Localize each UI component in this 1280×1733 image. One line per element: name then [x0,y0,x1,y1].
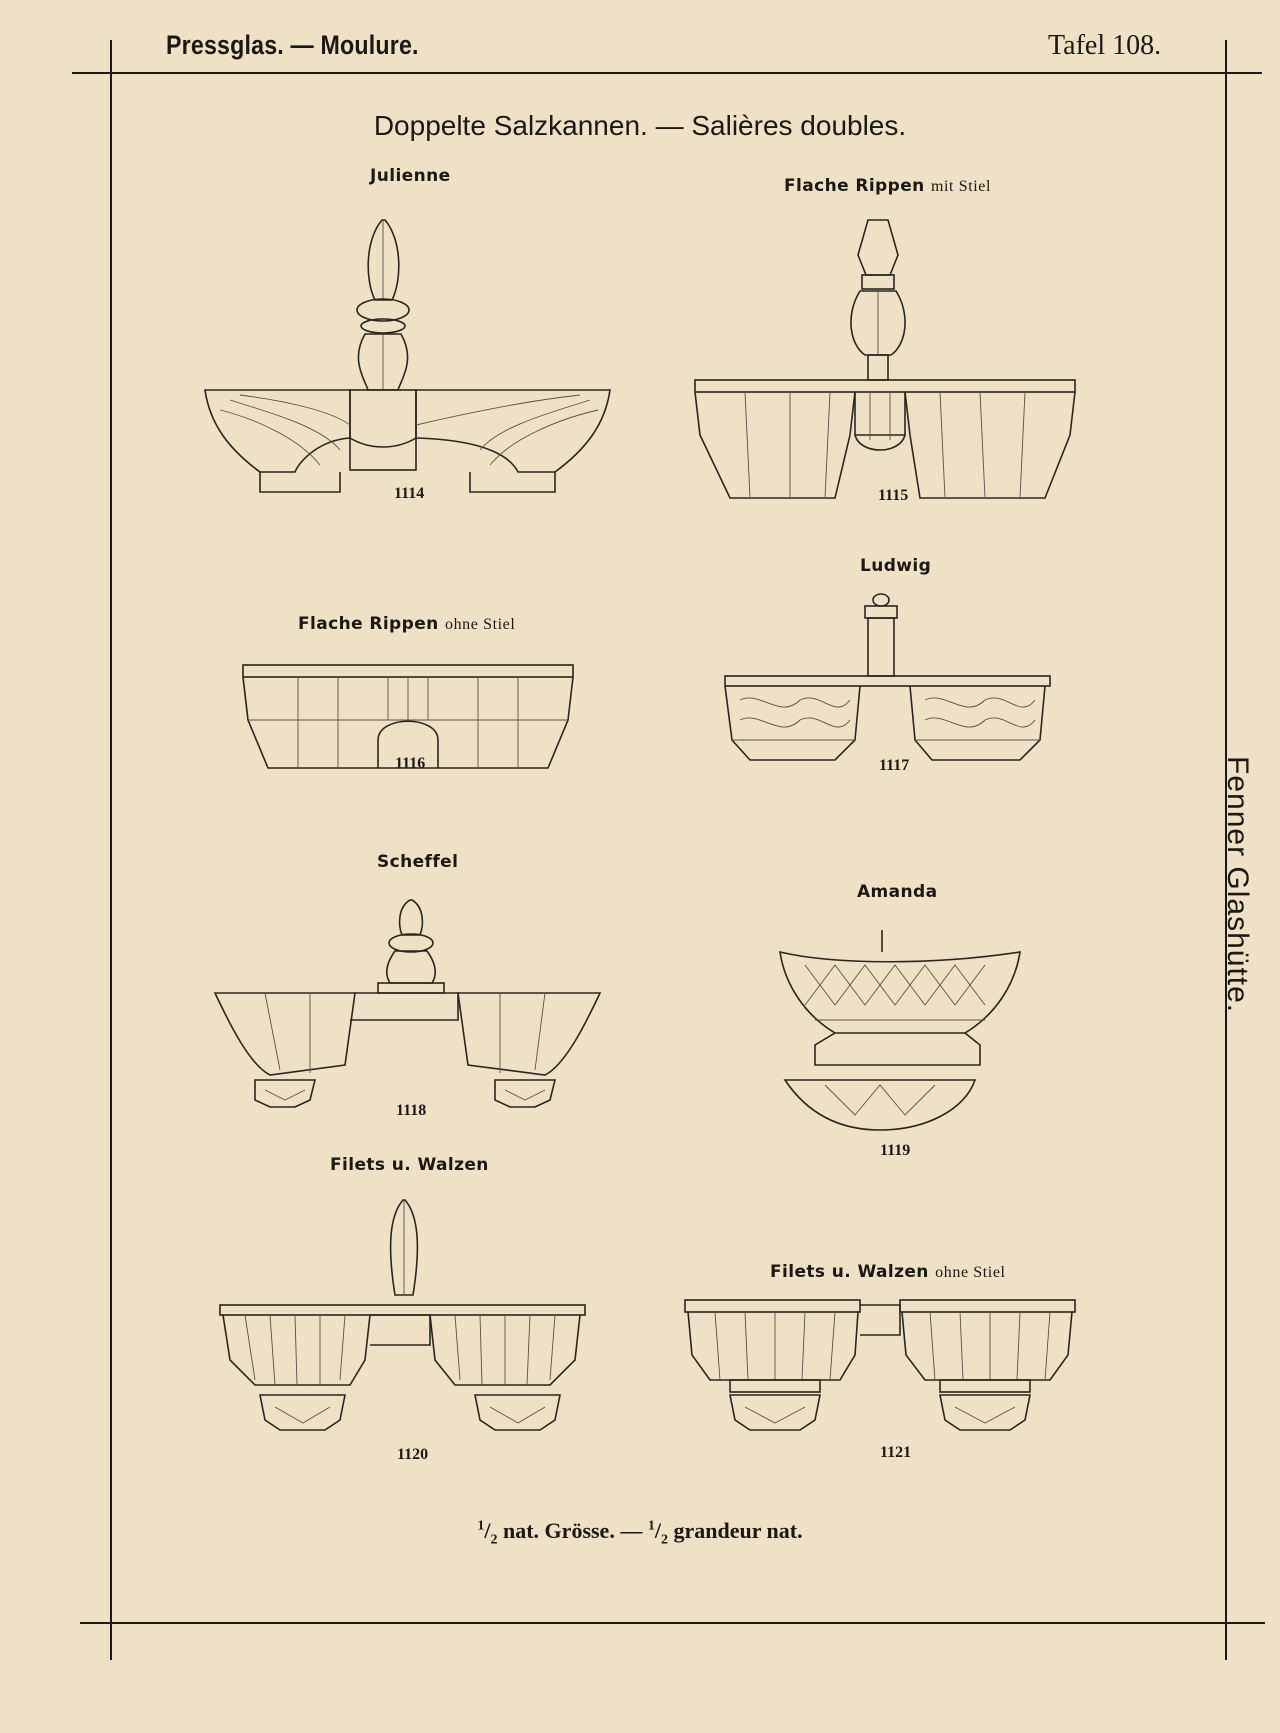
salt-cellar-1115-illustration [690,215,1090,505]
manufacturer-label: Fenner Glashütte. [1221,756,1254,1014]
salt-cellar-1116-illustration [238,660,578,780]
page-title: Doppelte Salzkannen. — Salières doubles. [373,110,907,141]
salt-cellar-1119-illustration [775,925,1025,1145]
item-name-1115: Flache Rippen mit Stiel [784,176,992,196]
frame-left-rule [110,40,112,1660]
salt-cellar-1121-illustration [680,1295,1080,1465]
plate-number: Tafel 108. [1048,30,1162,61]
salt-cellar-1117-illustration [720,590,1060,770]
scale-note: $^1/_2$ nat. Grösse. — $^1/_2$ grandeur nat. [477,1518,803,1548]
header-left: Pressglas. — Moulure. [166,30,419,60]
item-name-1120: Filets u. Walzen [330,1155,489,1175]
item-number-1118: 1118 [396,1102,427,1119]
item-number-1116: 1116 [395,755,426,772]
item-name-1114: Julienne [370,166,451,186]
item-number-1121: 1121 [880,1444,912,1461]
salt-cellar-1118-illustration [210,895,610,1115]
item-number-1115: 1115 [878,487,909,504]
item-name-1117: Ludwig [860,556,932,576]
salt-cellar-1120-illustration [215,1195,595,1455]
salt-cellar-1114-illustration [200,210,620,500]
item-name-1121: Filets u. Walzen ohne Stiel [770,1262,1006,1282]
item-number-1120: 1120 [397,1446,429,1463]
item-name-1118: Scheffel [377,852,459,872]
footer-rule [80,1622,1265,1624]
header-rule [72,72,1262,74]
item-number-1119: 1119 [880,1142,911,1159]
item-name-1119: Amanda [857,882,938,902]
item-name-1116: Flache Rippen ohne Stiel [298,614,516,634]
item-number-1117: 1117 [879,757,910,774]
item-number-1114: 1114 [394,485,425,502]
